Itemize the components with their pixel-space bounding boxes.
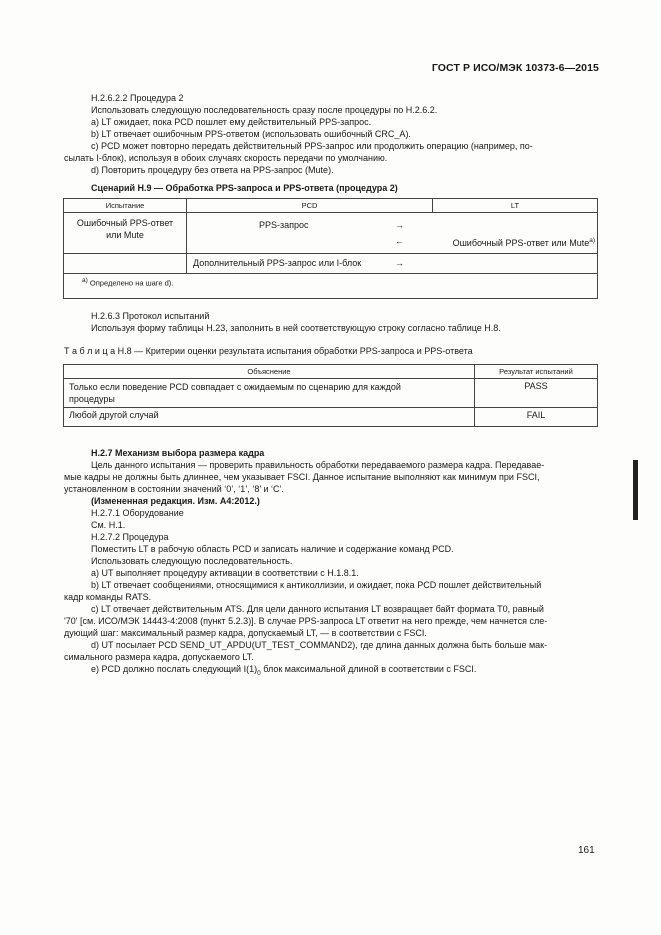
column-header: Испытание: [64, 199, 187, 213]
cell-text: Только если поведение PCD совпадает с ожидаемым по сценарию для каждой: [69, 382, 401, 392]
arrow-left-icon: ←: [395, 236, 404, 246]
caption-text: H.8 — Критерии оценки результата испытания обработки PPS-запроса и PPS-ответа: [117, 346, 473, 356]
section-heading: H.2.6.2.2 Процедура 2: [91, 93, 184, 103]
scenario-title: Сценарий H.9 — Обработка PPS-запроса и PPS-ответа (процедура 2): [91, 183, 398, 193]
list-item: b) LT отвечает ошибочным PPS-ответом (использовать ошибочный CRC_A).: [91, 129, 411, 139]
list-item: b) LT отвечает сообщениями, относящимися к антиколлизии, и ожидает, пока PCD пошлет действительный: [91, 580, 542, 590]
list-item-continuation: дующий шаг: максимальный размер кадра, допускаемый LT, — в соответствии с FSCI.: [64, 628, 427, 638]
footnote-mark: a): [82, 277, 88, 284]
column-header: Объяснение: [64, 365, 475, 379]
criteria-table: [63, 364, 598, 427]
table-row: [64, 379, 598, 408]
table-footnote: [64, 274, 598, 299]
table-caption: [64, 345, 473, 357]
footnote-mark: a): [589, 237, 595, 244]
cell-text: Дополнительный PPS-запрос или I-блок: [193, 258, 362, 268]
document-header: ГОСТ Р ИСО/МЭК 10373-6—2015: [431, 62, 599, 74]
table-row: [64, 408, 598, 427]
table-cell: [187, 254, 433, 274]
list-item: d) UT посылает PCD SEND_UT_APDU(UT_TEST_COMMAND2), где длина данных должна быть больше мак-: [91, 640, 548, 650]
section-heading: H.2.6.3 Протокол испытаний: [91, 311, 210, 321]
table-cell: [187, 213, 433, 254]
table-cell: FAIL: [475, 408, 598, 427]
subscript: 0: [257, 669, 261, 677]
table-cell: PASS: [475, 379, 598, 408]
list-item: [91, 663, 476, 680]
cell-text: процедуры: [69, 394, 115, 404]
column-header: PCD: [187, 199, 433, 213]
arrow-right-icon: →: [395, 258, 404, 268]
list-item-continuation: сылать I-блок), используя в обоих случаях скорость передачи по умолчанию.: [64, 153, 388, 163]
cell-text: Ошибочный PPS-ответ или Mute: [452, 238, 590, 248]
list-item-text: блок максимальной длиной в соответствии с FSCI.: [260, 664, 477, 674]
list-item: c) PCD может повторно передать действительный PPS-запрос или продолжить операцию (например, по-: [91, 141, 533, 151]
table-cell: [64, 213, 187, 254]
list-item: a) UT выполняет процедуру активации в соответствии с H.1.8.1.: [91, 568, 359, 578]
arrow-right-icon: →: [395, 220, 404, 230]
cell-text: PPS-запрос: [259, 220, 309, 230]
table-header-row: [64, 199, 598, 213]
list-item: d) Повторить процедуру без ответа на PPS-запрос (Mute).: [91, 165, 334, 175]
table-cell: [432, 213, 597, 254]
paragraph: Использовать следующую последовательность сразу после процедуры по H.2.6.2.: [91, 105, 438, 115]
table-row: [64, 213, 598, 254]
section-heading: H.2.7.1 Оборудование: [91, 508, 184, 518]
list-item-continuation: '70' [см. ИСО/МЭК 14443-4:2008 (пункт 5.2.3)]. В случае PPS-запроса LT ответит на него прежде, чем начнется сле-: [64, 616, 548, 626]
table-cell: [432, 254, 597, 274]
change-bar: [633, 460, 638, 520]
paragraph: Поместить LT в рабочую область PCD и записать наличие и содержание команд PCD.: [91, 544, 454, 554]
page-number: 161: [578, 845, 595, 856]
paragraph: Используя форму таблицы H.23, заполнить в ней соответствующую строку согласно таблице H.8.: [91, 323, 501, 333]
cell-text: или Mute: [106, 230, 144, 240]
table-cell: [64, 254, 187, 274]
caption-prefix: Т а б л и ц а: [64, 346, 116, 356]
list-item-continuation: кадр команды RATS.: [64, 592, 152, 602]
paragraph: установленном в состоянии значений ‘0’, ‘1’, ‘8’ и ‘C’.: [64, 484, 285, 494]
column-header: LT: [432, 199, 597, 213]
table-row: [64, 254, 598, 274]
paragraph: Использовать следующую последовательность.: [91, 556, 293, 566]
paragraph: Цель данного испытания — проверить правильность обработки передаваемого размера кадра. Передавае-: [91, 460, 545, 470]
paragraph: мые кадры не должны быть длиннее, чем указывает FSCI. Данное испытание выполняют как минимум при FSCI,: [64, 472, 540, 482]
paragraph: См. H.1.: [91, 520, 126, 530]
scenario-table: [63, 198, 598, 299]
list-item: c) LT отвечает действительным ATS. Для цели данного испытания LT возвращает байт формата T0, равный: [91, 604, 544, 614]
list-item-text: e) PCD должно послать следующий I(1): [91, 664, 258, 674]
edit-note: (Измененная редакция. Изм. А4:2012.): [91, 496, 260, 506]
section-heading: H.2.7.2 Процедура: [91, 532, 169, 542]
footnote-text: Определено на шаге d).: [89, 278, 174, 288]
section-heading: H.2.7 Механизм выбора размера кадра: [91, 448, 265, 458]
list-item-continuation: симального размера кадра, допускаемого LT.: [64, 652, 254, 662]
list-item: a) LT ожидает, пока PCD пошлет ему действительный PPS-запрос.: [91, 117, 372, 127]
table-cell: Любой другой случай: [64, 408, 475, 427]
table-footnote-row: [64, 274, 598, 299]
cell-text: Ошибочный PPS-ответ: [76, 218, 174, 228]
table-header-row: [64, 365, 598, 379]
column-header: Результат испытаний: [475, 365, 598, 379]
table-cell: [64, 379, 475, 408]
